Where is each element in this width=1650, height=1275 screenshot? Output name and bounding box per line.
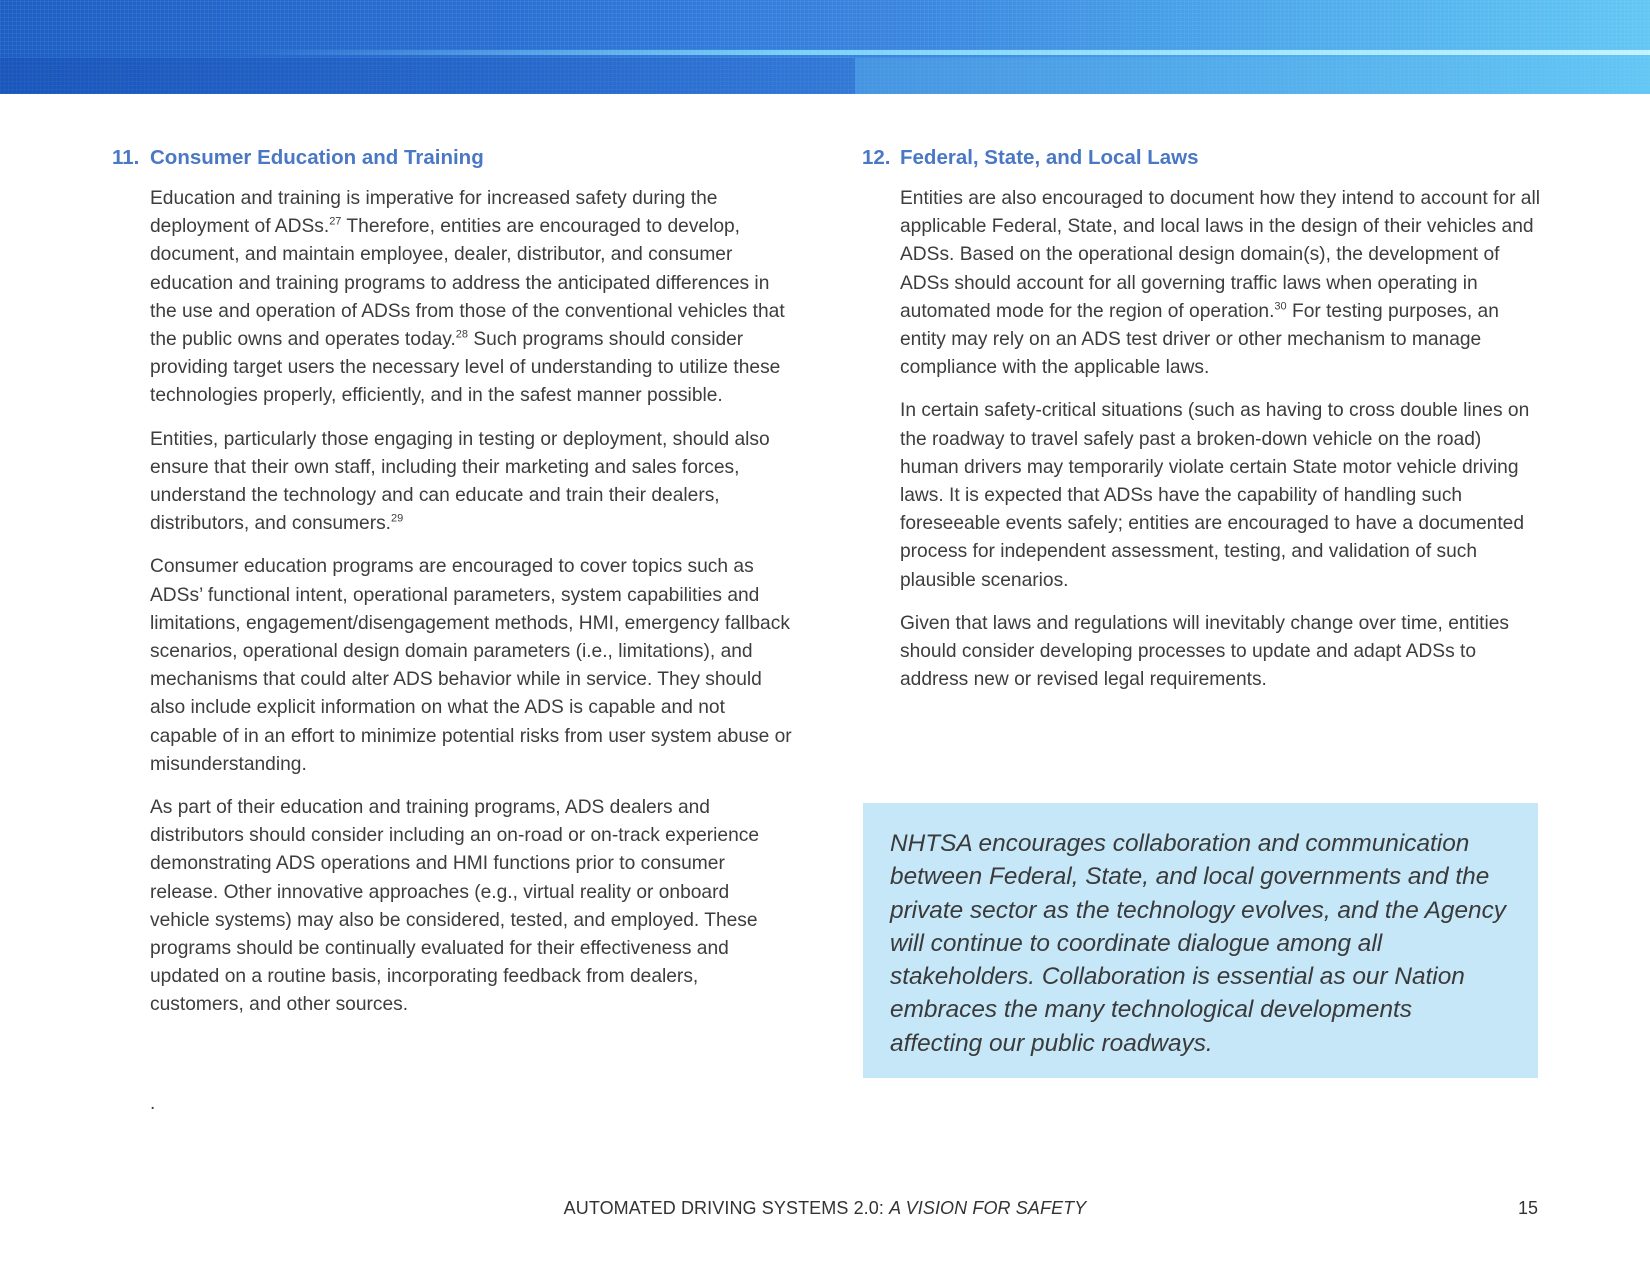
paragraph: Given that laws and regulations will inevitably change over time, entities should consider developing processes to update and adapt ADSs to address new or revised legal requirements. bbox=[900, 612, 1509, 691]
section-title: Consumer Education and Training bbox=[150, 146, 484, 169]
section-number: 12. bbox=[862, 146, 891, 169]
footer-title bbox=[0, 1198, 1650, 1219]
paragraph-text: For testing purposes, an entity may rely on an ADS test driver or other mechanism to manage compliance with the applicable laws. bbox=[900, 300, 1499, 379]
section-heading-consumer-education bbox=[112, 143, 792, 173]
paragraph-text: Therefore, entities are encouraged to develop, document, and maintain employee, dealer, distributor, and consumer education and training programs to address the anticipated differences in the use and operation of ADSs from those of the conventional vehicles that the public owns and operates today. bbox=[150, 216, 785, 351]
footnote-ref: 30 bbox=[1274, 300, 1287, 313]
paragraph bbox=[150, 185, 792, 411]
section-number: 11. bbox=[112, 146, 140, 169]
section-title: Federal, State, and Local Laws bbox=[900, 146, 1199, 169]
paragraph: Consumer education programs are encouraged to cover topics such as ADSs’ functional intent, operational parameters, system capabilities and limitations, engagement/disengagement methods, HMI, emergency fallback scenarios, operational design domain parameters (i.e., limitations), and mechanisms that could alter ADS behavior while in service. They should also include explicit information on what the ADS is capable and not capable of in an effort to minimize potential risks from user system abuse or misunderstanding. bbox=[150, 556, 792, 775]
left-column bbox=[112, 143, 792, 1035]
section-body bbox=[900, 185, 1542, 694]
callout-text: NHTSA encourages collaboration and communication between Federal, State, and local governments and the private sector as the technology evolves, and the Agency will continue to coordinate dialogue among all stakeholders. Collaboration is essential as our Nation embraces the many technological developments affecting our public roadways. bbox=[890, 830, 1507, 1057]
right-column bbox=[862, 143, 1542, 709]
footer-title-italic: A VISION FOR SAFETY bbox=[889, 1198, 1087, 1218]
paragraph-text: Entities, particularly those engaging in testing or deployment, should also ensure that their own staff, including their marketing and sales forces, understand the technology and can educate and train their dealers, distributors, and consumers. bbox=[150, 428, 770, 535]
paragraph: As part of their education and training programs, ADS dealers and distributors should consider including an on-road or on-track experience demonstrating ADS operations and HMI functions prior to consumer release. Other innovative approaches (e.g., virtual reality or onboard vehicle systems) may also be considered, tested, and employed. These programs should be continually evaluated for their effectiveness and updated on a routine basis, incorporating feedback from dealers, customers, and other sources. bbox=[150, 797, 760, 1016]
paragraph-text: Entities are also encouraged to document how they intend to account for all applicable Federal, State, and local laws in the design of their vehicles and ADSs. Based on the operational design domain(s), the development of ADSs should account for all governing traffic laws when operating in automated mode for the region of operation. bbox=[900, 188, 1540, 322]
paragraph: In certain safety-critical situations (such as having to cross double lines on the roadway to travel safely past a broken-down vehicle on the road) human drivers may temporarily violate certain State motor vehicle driving laws. It is expected that ADSs have the capability of handling such foreseeable events safely; entities are encouraged to have a documented process for independent assessment, testing, and validation of such plausible scenarios. bbox=[900, 400, 1530, 591]
paragraph-text: Education and training is imperative for increased safety during the deployment of ADSs. bbox=[150, 188, 718, 238]
banner-light-block bbox=[855, 58, 1650, 94]
footnote-ref: 29 bbox=[391, 512, 404, 525]
paragraph bbox=[900, 185, 1542, 382]
footnote-ref: 27 bbox=[329, 215, 342, 228]
callout-box bbox=[863, 803, 1538, 1078]
section-body bbox=[150, 185, 792, 1020]
trailing-mark: . bbox=[150, 1093, 156, 1114]
paragraph bbox=[150, 426, 792, 539]
banner-light-streak bbox=[240, 50, 1650, 55]
page-number: 15 bbox=[1517, 1198, 1538, 1218]
paragraph-text: Such programs should consider providing target users the necessary level of understanding to utilize these technologies properly, efficiently, and in the safest manner possible. bbox=[150, 329, 781, 407]
footnote-ref: 28 bbox=[455, 328, 469, 341]
footer-title-plain: AUTOMATED DRIVING SYSTEMS 2.0: bbox=[563, 1198, 890, 1218]
header-banner bbox=[0, 0, 1650, 94]
section-heading-laws bbox=[862, 143, 1542, 173]
